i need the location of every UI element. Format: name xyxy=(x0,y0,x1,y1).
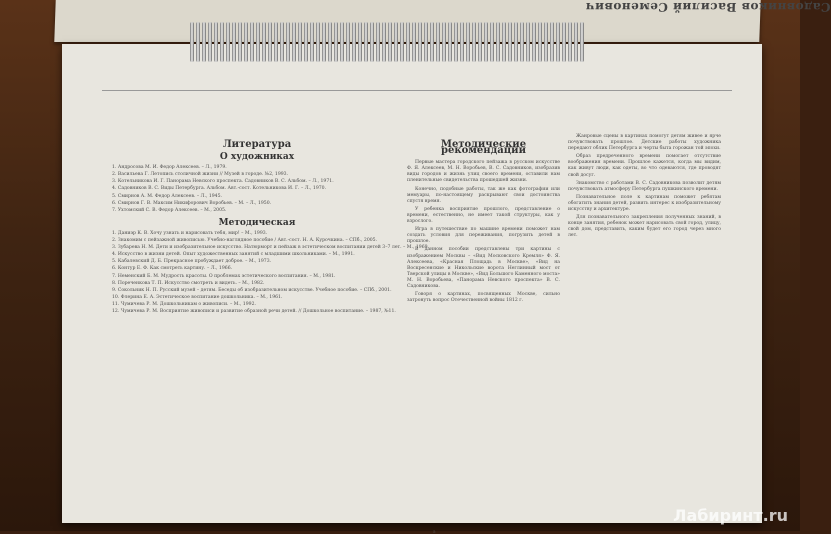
spiral-ring xyxy=(478,22,482,62)
spiral-ring xyxy=(418,22,422,62)
spiral-ring xyxy=(256,22,260,62)
paragraph: Первые мастера городского пейзажа в русском искусстве Ф. Я. Алексеев, М. Н. Воробьев, В. С. Садовников, изобразив виды городов и жизнь улиц своего времени, оставили нам пленительные свидетельства прошедшей жизни. xyxy=(407,160,560,184)
method-refs-heading: Методическая xyxy=(218,217,296,228)
spiral-ring xyxy=(286,22,290,62)
reference-item: 8. Пореченкова Т. П. Искусство смотреть и видеть. – М., 1982. xyxy=(112,280,265,286)
paragraph: Жанровые сцены в картинах помогут детям живее и ярче почувствовать прошлое. Детские работы художника передают облик Петербурга и черты быта горожан той эпохи. xyxy=(568,134,721,152)
method-refs xyxy=(112,230,429,315)
spiral-ring xyxy=(448,22,452,62)
spiral-ring xyxy=(238,22,242,62)
header-rule xyxy=(102,90,732,91)
reference-item: 2. Васильева Г. Летопись столичной жизни // Музей в городе. №2, 1993. xyxy=(112,172,289,178)
reference-item: 9. Сокольник Н. П. Русский музей – детям. Беседы об изобразительном искусстве. Учебное пособие. – СПб., 2001. xyxy=(112,287,392,293)
reference-item: 5. Кабалевский Д. Б. Прекрасное пробуждает доброе. – М., 1973. xyxy=(112,259,272,265)
spiral-ring xyxy=(262,22,266,62)
spiral-ring xyxy=(472,22,476,62)
spiral-ring xyxy=(460,22,464,62)
spiral-ring xyxy=(190,22,194,62)
literature-column xyxy=(112,134,429,316)
literature-heading: Литература xyxy=(222,139,292,150)
spiral-ring xyxy=(352,22,356,62)
paragraph: Знакомство с работами В. С. Садовникова позволит детям почувствовать атмосферу Петербурга пушкинского времени. xyxy=(568,180,721,192)
recommendations-column xyxy=(407,134,722,306)
spiral-ring xyxy=(334,22,338,62)
spiral-ring xyxy=(556,22,560,62)
spiral-ring xyxy=(364,22,368,62)
spiral-ring xyxy=(442,22,446,62)
artists-heading: О художниках xyxy=(219,152,295,163)
reference-item: 1. Андросова М. И. Федор Алексеев. – Л., 1979. xyxy=(112,165,227,171)
reference-item: 1. Даниэр К. В. Хочу узнать и нарисовать тебя, мир! – М., 1993. xyxy=(112,230,268,236)
spiral-ring xyxy=(436,22,440,62)
spiral-ring xyxy=(292,22,296,62)
spiral-ring xyxy=(208,22,212,62)
spiral-ring xyxy=(544,22,548,62)
reference-item: 7. Ухтомский С. В. Федор Алексеев. – М., 2005. xyxy=(112,207,227,213)
watermark: Лабиринт.ru xyxy=(673,506,788,525)
spiral-ring xyxy=(226,22,230,62)
spiral-ring xyxy=(388,22,392,62)
spiral-ring xyxy=(568,22,572,62)
paragraph: В данном пособии представлены три картины с изображением Москвы – «Вид Московского Кремля» Ф. Я. Алексеева, «Красная Площадь в Москве», «Вид на Воскресенские и Никольские ворота Неглинный мост от Тверской улицы в Москве», «Вид Большого Каменного моста» М. Н. Воробьева, «Панорама Невского проспекта» В. С. Садовникова. xyxy=(407,247,560,289)
reference-item: 11. Чумичева Р. М. Дошкольникам о живописи. – М., 1992. xyxy=(112,301,256,307)
spiral-ring xyxy=(310,22,314,62)
spiral-ring xyxy=(214,22,218,62)
spiral-ring xyxy=(562,22,566,62)
spiral-ring xyxy=(328,22,332,62)
spiral-ring xyxy=(496,22,500,62)
paragraph: Образ предреченного времени помогает отсутствие воображения времени. Прошлое кажется, когда мы видим, как живут люди, как одеты, во что одеваются, где проводят свой досуг. xyxy=(568,154,721,178)
page-number: 5 xyxy=(433,529,436,534)
spiral-ring xyxy=(412,22,416,62)
spiral-ring xyxy=(382,22,386,62)
paragraph: Для познавательного закрепления полученных знаний, в конце занятия, ребенок может нарисовать свой город, улицу, свой дом, представить, каким будет его город через много лет. xyxy=(568,215,721,239)
spiral-ring xyxy=(340,22,344,62)
spiral-ring xyxy=(466,22,470,62)
artist-refs xyxy=(112,165,402,214)
reference-item: 12. Чумичева Р. М. Восприятие живописи и развитие образной речи детей. // Дошкольное воспитание. – 1987, №11. xyxy=(112,308,396,314)
spiral-ring xyxy=(376,22,380,62)
spiral-ring xyxy=(250,22,254,62)
spiral-ring xyxy=(280,22,284,62)
spiral-ring xyxy=(244,22,248,62)
reference-item: 6. Смирнов Г. В. Максим Никифорович Воробьев. – М. – Л., 1950. xyxy=(112,200,272,206)
reference-item: 3. Котельникова И. Г. Панорама Невского проспекта. Садовников В. С. Альбом. – Л., 1971. xyxy=(112,179,334,185)
spiral-ring xyxy=(358,22,362,62)
spiral-binding xyxy=(190,22,590,64)
spiral-ring xyxy=(346,22,350,62)
spiral-ring xyxy=(484,22,488,62)
spiral-ring xyxy=(304,22,308,62)
spiral-ring xyxy=(400,22,404,62)
spiral-ring xyxy=(298,22,302,62)
paragraph: У ребенка восприятие прошлого, представление о времени, естественно, не имеет такой структуры, как у взрослого. xyxy=(407,206,560,225)
reference-item: 3. Зубарева Н. М. Дети и изобразительное искусство. Натюрморт и пейзаж в эстетическом воспитании детей 3–7 лет. – М., 1969. xyxy=(112,245,429,251)
spiral-ring xyxy=(370,22,374,62)
spiral-ring xyxy=(502,22,506,62)
spiral-ring xyxy=(274,22,278,62)
spiral-ring xyxy=(316,22,320,62)
spiral-ring xyxy=(574,22,578,62)
paragraph: Конечно, подобные работы, так же как фотографии или мемуары, по-настоящему раскрывают свои достоинства спустя время. xyxy=(407,186,560,204)
spiral-ring xyxy=(220,22,224,62)
paragraph: Говоря о картинах, посвященных Москве, сильно затронуть вопрос Отечественной войны 1812 г. xyxy=(407,292,560,304)
spiral-ring xyxy=(490,22,494,62)
recommendations-heading: Методические рекомендации xyxy=(440,139,527,157)
paragraph: Познавательное поле к картинам поможет ребятам обогатить знания детей, развить интерес к изобразительному искусству и архитектуре. xyxy=(568,194,721,213)
recommendations-subcol-2 xyxy=(568,134,721,306)
spiral-ring xyxy=(532,22,536,62)
reference-item: 10. Флерина Е. А. Эстетическое воспитание дошкольника. – М., 1961. xyxy=(112,294,283,300)
spiral-ring xyxy=(196,22,200,62)
reference-item: 4. Искусство в жизни детей. Опыт художественных занятий с младшими школьниками. – М., 1991. xyxy=(112,252,355,258)
reference-item: 4. Садовников В. С. Виды Петербурга. Альбом. Авт.-сост. Котельникова И. Г. – Л., 1970. xyxy=(112,186,327,192)
back-page-title: Садовников Василий Семенович xyxy=(585,0,831,14)
reference-item: 7. Неменский Б. М. Мудрость красоты. О проблемах эстетического воспитания. – М., 1981. xyxy=(112,273,336,279)
spiral-ring xyxy=(526,22,530,62)
spiral-ring xyxy=(232,22,236,62)
spiral-ring xyxy=(202,22,206,62)
spiral-ring xyxy=(322,22,326,62)
spiral-ring xyxy=(514,22,518,62)
spiral-ring xyxy=(394,22,398,62)
spiral-ring xyxy=(424,22,428,62)
spiral-ring xyxy=(454,22,458,62)
reference-item: 2. Знакомим с пейзажной живописью. Учебно-наглядное пособие / Авт.-сост. Н. А. Курочкина. – СПб., 2005. xyxy=(112,238,378,244)
spiral-ring xyxy=(268,22,272,62)
spiral-ring xyxy=(550,22,554,62)
spiral-ring xyxy=(520,22,524,62)
spiral-ring xyxy=(508,22,512,62)
reference-item: 5. Смирнов А. М. Федор Алексеев. – Л., 1945. xyxy=(112,193,222,199)
spiral-ring xyxy=(580,22,584,62)
spiral-ring xyxy=(430,22,434,62)
reference-item: 6. Контур Е. Ф. Как смотреть картину. – Л., 1966. xyxy=(112,266,233,272)
spiral-ring xyxy=(538,22,542,62)
spiral-ring xyxy=(406,22,410,62)
paragraph: Игра в путешествие по машине времени поможет нам создать условия для переживания, погрузить детей в прошлое. xyxy=(407,227,560,245)
book-page xyxy=(62,44,762,534)
recommendations-subcol-1 xyxy=(407,134,560,306)
